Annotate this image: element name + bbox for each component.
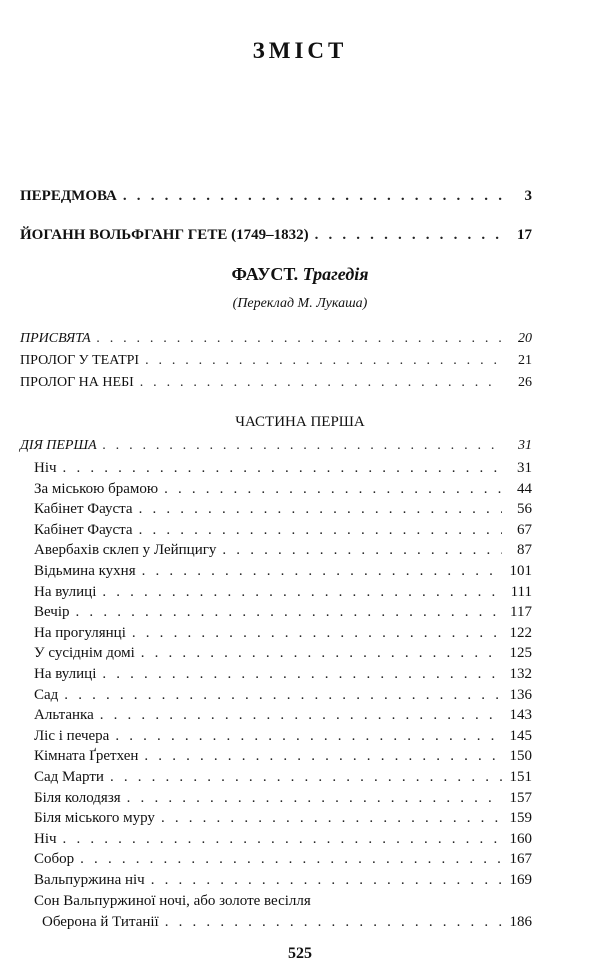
toc-entry-label: Сад	[34, 687, 59, 703]
toc-entry-label: ДІЯ ПЕРША	[20, 438, 97, 453]
toc-entry-label: ЙОГАНН ВОЛЬФГАНГ ГЕТЕ (1749–1832)	[20, 227, 309, 243]
toc-entry-multiline-first: Сон Вальпуржиної ночі, або золоте весілля	[34, 893, 311, 909]
toc-entry-page: 20	[518, 331, 532, 346]
toc-entry-label: У сусіднім домі	[34, 645, 135, 661]
toc-entry-page: 87	[517, 542, 532, 558]
toc-entry-page: 101	[509, 563, 532, 579]
toc-entry-label: Вальпуржина ніч	[34, 872, 145, 888]
dot-leader	[141, 643, 502, 663]
dot-leader	[100, 705, 502, 725]
toc-entry-label: Ліс і печера	[34, 728, 110, 744]
dot-leader	[63, 458, 502, 478]
toc-entry-page: 132	[509, 666, 532, 682]
toc-entry-label: ПРИСВЯТА	[20, 331, 91, 346]
dot-leader	[140, 373, 502, 393]
dot-leader	[144, 746, 502, 766]
toc-entry-scene	[34, 788, 532, 808]
toc-entry-scene	[34, 808, 532, 828]
toc-entry-page: 117	[510, 604, 532, 620]
toc-entry-scene	[34, 705, 532, 725]
dot-leader	[132, 623, 502, 643]
toc-entry-scene	[34, 561, 532, 581]
work-heading	[0, 264, 600, 285]
part-heading: ЧАСТИНА ПЕРША	[235, 414, 365, 430]
toc-entry-page: 67	[517, 522, 532, 538]
work-title: ФАУСТ.	[231, 264, 299, 284]
toc-entry-scene	[34, 746, 532, 766]
toc-entry-label: Кімната Ґретхен	[34, 748, 139, 764]
toc-entry-multiline-second	[42, 912, 532, 932]
toc-entry-page: 111	[510, 584, 532, 600]
dot-leader	[127, 788, 502, 808]
toc-entry-scene	[34, 458, 532, 478]
toc-entry	[20, 351, 532, 371]
toc-entry-label: Сад Марти	[34, 769, 104, 785]
toc-entry-page: 31	[518, 438, 532, 453]
toc-entry-label: На прогулянці	[34, 625, 126, 641]
page-title: ЗМІСТ	[252, 38, 348, 63]
toc-entry-label: Собор	[34, 851, 75, 867]
dot-leader	[123, 186, 502, 206]
toc-entry-page: 145	[509, 728, 532, 744]
toc-entry-scene	[34, 664, 532, 684]
toc-entry-scene	[34, 623, 532, 643]
toc-entry	[20, 373, 532, 393]
toc-entry	[20, 186, 532, 206]
toc-entry-label: Вечір	[34, 604, 70, 620]
dot-leader	[63, 829, 502, 849]
toc-entry-label: ПЕРЕДМОВА	[20, 188, 117, 204]
toc-entry-page: 150	[509, 748, 532, 764]
toc-entry-label: За міською брамою	[34, 481, 159, 497]
toc-entry-label: Авербахів склеп у Лейпцигу	[34, 542, 217, 558]
toc-entry-scene	[34, 499, 532, 519]
dot-leader	[145, 351, 502, 371]
toc-entry-page: 31	[517, 460, 532, 476]
dot-leader	[80, 849, 502, 869]
toc-entry-scene	[34, 479, 532, 499]
dot-leader	[110, 767, 502, 787]
toc-entry-label: ПРОЛОГ НА НЕБІ	[20, 375, 134, 390]
toc-entry	[20, 225, 532, 245]
work-genre: Трагедія	[302, 264, 369, 284]
toc-entry-page: 160	[509, 831, 532, 847]
toc-entry-page: 159	[509, 810, 532, 826]
toc-entry-page: 151	[509, 769, 532, 785]
toc-entry-page: 56	[517, 501, 532, 517]
toc-entry-page: 186	[509, 914, 532, 930]
dot-leader	[76, 602, 502, 622]
dot-leader	[222, 540, 502, 560]
toc-entry-scene	[34, 520, 532, 540]
dot-leader	[165, 912, 502, 932]
toc-entry-scene	[34, 540, 532, 560]
dot-leader	[97, 329, 502, 349]
toc-entry-scene	[34, 767, 532, 787]
toc-entry-act	[20, 436, 532, 456]
toc-entry-label: Кабінет Фауста	[34, 522, 133, 538]
dot-leader	[161, 808, 502, 828]
toc-entry-page: 26	[518, 375, 532, 390]
toc-entry-page: 44	[517, 481, 532, 497]
toc-entry-label: Оберона й Титанії	[42, 914, 159, 930]
toc-entry	[20, 329, 532, 349]
page-number: 525	[288, 945, 312, 962]
toc-entry-page: 17	[517, 227, 532, 243]
toc-entry-page: 3	[524, 188, 532, 204]
dot-leader	[64, 685, 502, 705]
toc-entry-page: 136	[509, 687, 532, 703]
toc-entry-scene	[34, 602, 532, 622]
toc-entry-scene	[34, 849, 532, 869]
dot-leader	[139, 499, 502, 519]
toc-entry-page: 21	[518, 353, 532, 368]
toc-entry-page: 125	[509, 645, 532, 661]
toc-entry-label: Ніч	[34, 460, 57, 476]
dot-leader	[142, 561, 502, 581]
toc-entry-label: Ніч	[34, 831, 57, 847]
dot-leader	[315, 225, 502, 245]
toc-entry-label: Біля колодязя	[34, 790, 121, 806]
toc-entry-scene	[34, 829, 532, 849]
toc-entry-page: 157	[509, 790, 532, 806]
translator-note: (Переклад М. Лукаша)	[232, 296, 368, 311]
toc-entry-scene	[34, 582, 532, 602]
toc-entry-label: На вулиці	[34, 584, 97, 600]
toc-entry-label: Біля міського муру	[34, 810, 155, 826]
toc-entry-label: Відьмина кухня	[34, 563, 136, 579]
toc-entry-label: ПРОЛОГ У ТЕАТРІ	[20, 353, 140, 368]
dot-leader	[139, 520, 502, 540]
toc-entry-scene	[34, 870, 532, 890]
toc-entry-label: Альтанка	[34, 707, 94, 723]
dot-leader	[164, 479, 502, 499]
toc-entry-scene	[34, 726, 532, 746]
dot-leader	[102, 582, 502, 602]
toc-entry-page: 169	[509, 872, 532, 888]
toc-entry-scene	[34, 685, 532, 705]
toc-entry-scene	[34, 643, 532, 663]
toc-entry-label: Кабінет Фауста	[34, 501, 133, 517]
toc-entry-label: На вулиці	[34, 666, 97, 682]
dot-leader	[102, 664, 502, 684]
dot-leader	[103, 436, 502, 456]
toc-entry-page: 122	[509, 625, 532, 641]
dot-leader	[115, 726, 502, 746]
toc-entry-page: 143	[509, 707, 532, 723]
dot-leader	[151, 870, 502, 890]
toc-entry-page: 167	[509, 851, 532, 867]
